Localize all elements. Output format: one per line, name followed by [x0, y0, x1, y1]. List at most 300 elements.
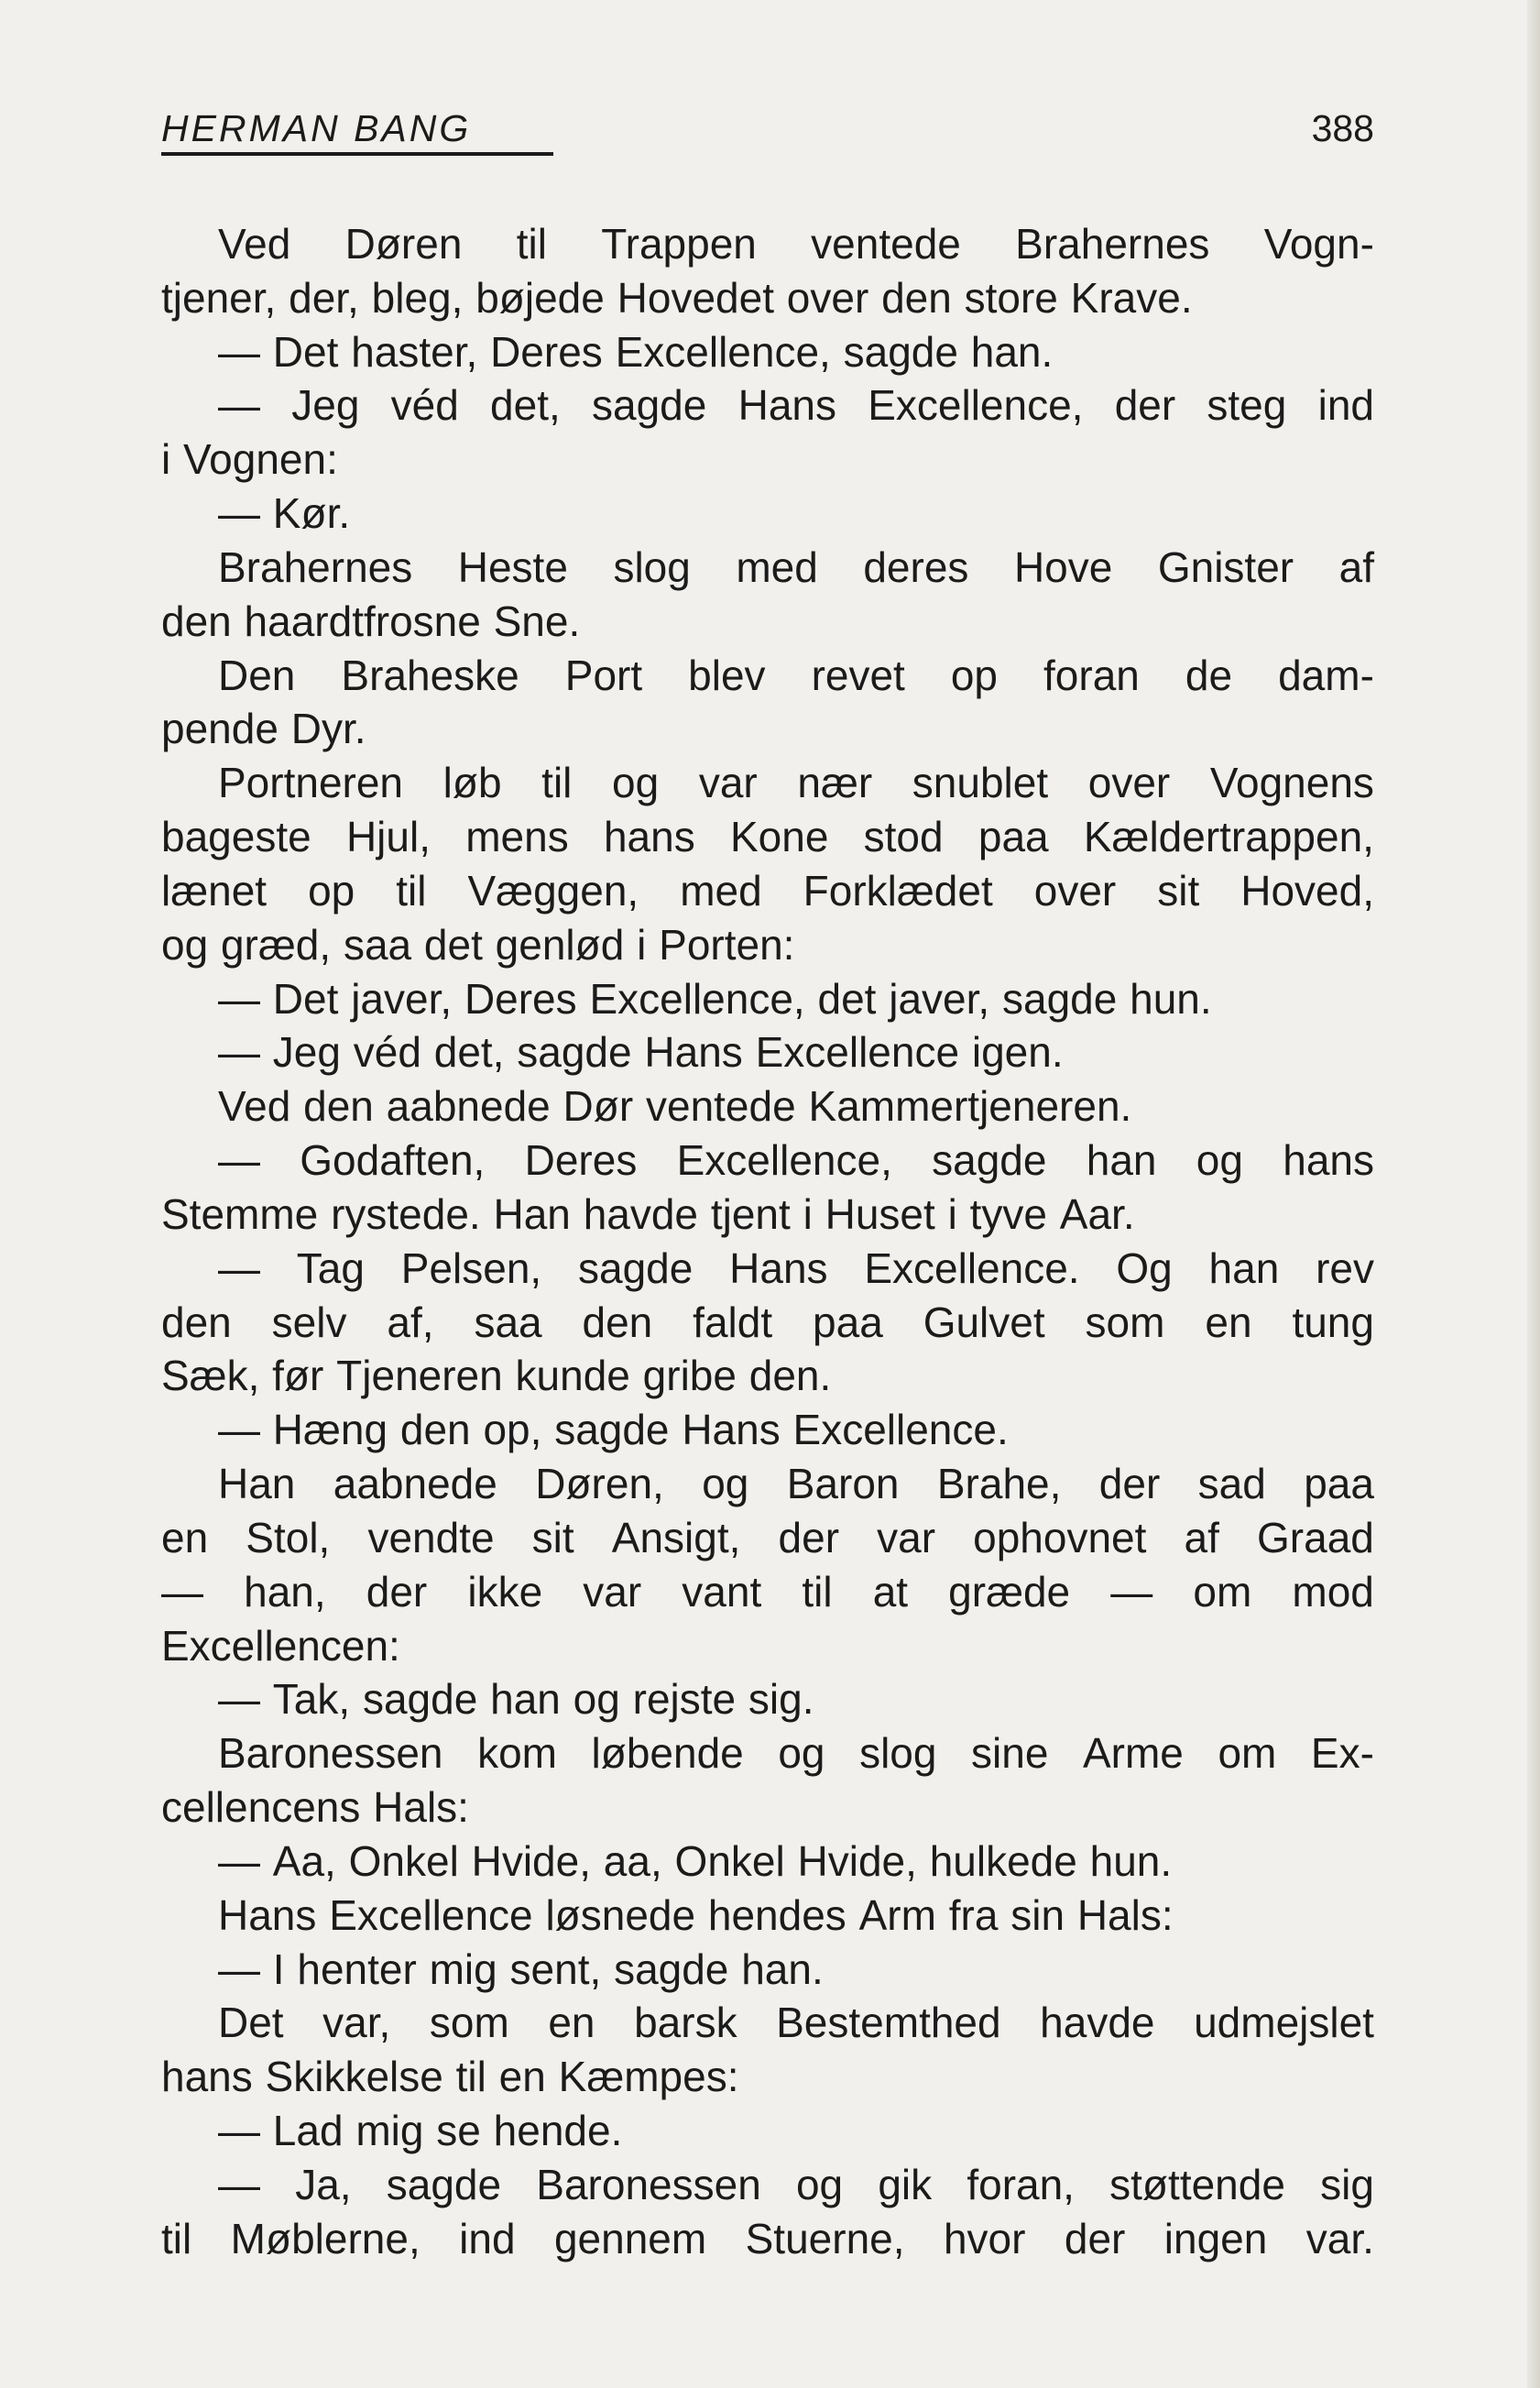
word: udmejslet: [1194, 1999, 1374, 2047]
word: Hans: [682, 1406, 781, 1454]
word: Excellence,: [868, 381, 1084, 430]
word: til: [541, 759, 573, 807]
text-line: [161, 1403, 1374, 1457]
text-line: [161, 325, 1374, 379]
word: han.: [970, 327, 1054, 376]
word: stod: [863, 813, 944, 861]
word: Onkel: [674, 1836, 785, 1885]
word: —: [218, 1836, 260, 1885]
word: Krave.: [1070, 273, 1193, 322]
word: véd: [390, 381, 459, 430]
word: javer,: [889, 974, 990, 1023]
word: kunde: [515, 1352, 630, 1400]
word: til: [802, 1567, 833, 1616]
word: javer,: [351, 974, 453, 1023]
word: Brahe,: [936, 1460, 1062, 1508]
text-line: [161, 1242, 1374, 1296]
word: revet: [811, 651, 905, 699]
body-text: [161, 217, 1374, 2265]
word: og: [573, 1675, 620, 1724]
word: der: [366, 1567, 428, 1616]
word: til: [396, 866, 427, 915]
word: af,: [387, 1298, 434, 1346]
word: og: [702, 1460, 749, 1508]
text-line: [161, 1457, 1374, 1511]
word: steg: [1207, 381, 1287, 430]
word: Graad: [1257, 1513, 1374, 1561]
word: rejste: [632, 1675, 737, 1724]
word: hans: [161, 2053, 253, 2101]
word: en: [161, 1513, 209, 1561]
word: Porten:: [659, 920, 795, 969]
text-line: [161, 378, 1374, 433]
word: tjener,: [161, 273, 277, 322]
word: tyve: [969, 1189, 1047, 1238]
word: hvor: [943, 2214, 1026, 2262]
word: løsnede: [545, 1890, 696, 1939]
word: haardtfrosne: [244, 597, 481, 645]
word: sagde: [386, 2160, 502, 2208]
word: Excellence,: [615, 327, 831, 376]
word: det: [817, 974, 877, 1023]
word: rev: [1316, 1243, 1374, 1292]
text-line: [161, 487, 1374, 541]
word: den: [161, 597, 232, 645]
text-line: [161, 1835, 1374, 1889]
word: Det: [272, 974, 339, 1023]
word: som: [429, 1999, 509, 2047]
word: over: [1087, 759, 1171, 807]
word: sine: [971, 1729, 1049, 1778]
word: den: [399, 1406, 471, 1454]
word: Lad: [272, 2106, 344, 2154]
word: Væggen,: [467, 866, 639, 915]
word: mens: [465, 813, 569, 861]
text-line: [161, 595, 1374, 649]
word: havde: [1040, 1999, 1155, 2047]
word: Tjeneren: [336, 1352, 503, 1400]
header-underline: [161, 152, 553, 156]
word: faldt: [693, 1298, 773, 1346]
word: der: [1098, 1460, 1161, 1508]
word: Hvide,: [797, 1836, 917, 1885]
word: Portneren: [218, 759, 404, 807]
word: Sæk,: [161, 1352, 260, 1400]
word: sent,: [509, 1944, 602, 1993]
word: Excellence: [755, 1028, 960, 1077]
word: hans: [603, 813, 695, 861]
word: Excellence.: [864, 1243, 1080, 1292]
text-line: [161, 2212, 1374, 2266]
word: en: [498, 2053, 546, 2101]
word: der: [1114, 381, 1176, 430]
word: igen.: [971, 1028, 1064, 1077]
word: var,: [322, 1999, 391, 2047]
word: hun.: [1130, 974, 1212, 1023]
word: hans: [1283, 1136, 1374, 1185]
word: var.: [1305, 2214, 1374, 2262]
word: om: [1193, 1567, 1252, 1616]
word: Hoved,: [1240, 866, 1374, 915]
word: det,: [433, 1028, 505, 1077]
text-line: [161, 1672, 1374, 1726]
text-line: [161, 1565, 1374, 1619]
text-line: [161, 433, 1374, 487]
word: Døren,: [535, 1460, 664, 1508]
word: Dyr.: [290, 705, 366, 753]
word: I: [272, 1944, 285, 1993]
word: Og: [1116, 1243, 1173, 1292]
word: Tak,: [272, 1675, 351, 1724]
word: Brahernes: [1015, 220, 1210, 268]
word: paa: [813, 1298, 883, 1346]
word: han: [490, 1675, 561, 1724]
word: Stemme: [161, 1189, 319, 1238]
text-line: [161, 649, 1374, 703]
word: den: [582, 1298, 653, 1346]
word: fra: [948, 1890, 999, 1939]
word: sig.: [748, 1675, 814, 1724]
word: se: [436, 2106, 481, 2154]
text-line: [161, 810, 1374, 864]
word: en: [1205, 1298, 1252, 1346]
word: til: [161, 2214, 192, 2262]
word: gik: [878, 2160, 933, 2208]
word: Ved: [218, 220, 291, 268]
text-line: [161, 1726, 1374, 1780]
text-line: [161, 271, 1374, 325]
word: deres: [863, 542, 969, 591]
word: Døren: [344, 220, 463, 268]
word: —: [218, 327, 260, 376]
word: og: [778, 1729, 825, 1778]
word: hun.: [1089, 1836, 1173, 1885]
word: han: [1086, 1136, 1157, 1185]
word: —: [218, 1675, 260, 1724]
word: ikke: [467, 1567, 543, 1616]
word: tung: [1292, 1298, 1374, 1346]
text-line: [161, 1619, 1374, 1673]
word: foran,: [967, 2160, 1075, 2208]
word: Ved: [218, 1082, 291, 1131]
word: Braheske: [341, 651, 519, 699]
word: den: [881, 273, 952, 322]
word: Excellence,: [676, 1136, 892, 1185]
word: sagde: [554, 1406, 670, 1454]
word: vant: [682, 1567, 762, 1616]
word: Aar.: [1059, 1189, 1135, 1238]
text-line: [161, 918, 1374, 972]
word: var: [698, 759, 758, 807]
word: ingen: [1163, 2214, 1268, 2262]
word: henter: [297, 1944, 417, 1993]
text-line: [161, 2104, 1374, 2158]
word: Han: [218, 1460, 296, 1508]
word: Pelsen,: [400, 1243, 542, 1292]
text-line: [161, 1296, 1374, 1350]
word: støttende: [1109, 2160, 1285, 2208]
word: Sne.: [493, 597, 581, 645]
word: Baron: [786, 1460, 900, 1508]
word: sig: [1320, 2160, 1374, 2208]
word: Deres: [464, 974, 577, 1023]
word: Dør: [562, 1082, 634, 1131]
word: der: [778, 1513, 840, 1561]
word: var: [583, 1567, 642, 1616]
word: i: [161, 435, 171, 484]
word: græd,: [220, 920, 332, 969]
word: Kammertjeneren.: [808, 1082, 1132, 1131]
word: —: [218, 1136, 260, 1185]
word: sit: [531, 1513, 574, 1561]
word: en: [548, 1999, 595, 2047]
text-line: [161, 2050, 1374, 2104]
word: græde: [948, 1567, 1071, 1616]
word: gennem: [553, 2214, 707, 2262]
word: Baronessen: [536, 2160, 761, 2208]
word: til: [516, 220, 547, 268]
word: Hans: [729, 1243, 828, 1292]
word: genlød: [495, 920, 625, 969]
word: —: [218, 2106, 260, 2154]
text-line: [161, 1889, 1374, 1943]
word: tjent: [710, 1189, 791, 1238]
word: ophovnet: [973, 1513, 1147, 1561]
word: Kældertrappen,: [1083, 813, 1374, 861]
word: Excellence,: [589, 974, 805, 1023]
text-line: [161, 1996, 1374, 2050]
word: aabnede: [386, 1082, 551, 1131]
word: Hans: [218, 1890, 317, 1939]
word: op: [308, 866, 355, 915]
word: hulkede: [929, 1836, 1077, 1885]
word: Vognen:: [183, 435, 338, 484]
word: Hove: [1013, 542, 1113, 591]
word: —: [218, 1028, 260, 1077]
word: Den: [218, 651, 296, 699]
word: den: [161, 1298, 232, 1346]
word: Hæng: [272, 1406, 388, 1454]
text-line: [161, 864, 1374, 918]
word: Hvide,: [471, 1836, 591, 1885]
word: med: [736, 542, 818, 591]
word: sagde: [578, 1243, 694, 1292]
word: over: [1033, 866, 1117, 915]
word: den: [303, 1082, 374, 1131]
word: sin: [1010, 1890, 1065, 1939]
word: det,: [490, 381, 561, 430]
word: som: [1085, 1298, 1165, 1346]
word: og: [612, 759, 660, 807]
word: Brahernes: [218, 542, 413, 591]
word: Excellence: [329, 1890, 533, 1939]
word: sagde: [932, 1136, 1047, 1185]
word: Port: [564, 651, 643, 699]
word: nær: [797, 759, 873, 807]
word: Ex-: [1310, 1729, 1374, 1778]
word: —: [218, 1944, 260, 1993]
word: mod: [1292, 1567, 1374, 1616]
word: lænet: [161, 866, 268, 915]
word: Skikkelse: [265, 2053, 443, 2101]
word: mig: [429, 1944, 497, 1993]
word: Forklædet: [803, 866, 993, 915]
word: Ja,: [295, 2160, 352, 2208]
word: Det: [218, 1999, 284, 2047]
text-line: [161, 1780, 1374, 1835]
word: Gnister: [1157, 542, 1294, 591]
text-line: [161, 1134, 1374, 1188]
word: barsk: [634, 1999, 737, 2047]
word: Trappen: [601, 220, 757, 268]
word: paa: [978, 813, 1049, 861]
word: —: [218, 381, 260, 430]
word: han: [1208, 1243, 1280, 1292]
word: ventede: [811, 220, 961, 268]
word: ind: [459, 2214, 516, 2262]
word: slog: [859, 1729, 937, 1778]
word: Arm: [858, 1890, 936, 1939]
text-line: [161, 1079, 1374, 1134]
word: Kør.: [272, 489, 351, 538]
word: bleg,: [371, 273, 464, 322]
word: Excellencen:: [161, 1621, 400, 1670]
word: med: [680, 866, 762, 915]
text-line: [161, 1349, 1374, 1403]
text-line: [161, 702, 1374, 756]
word: der: [1064, 2214, 1126, 2262]
word: Gulvet: [923, 1298, 1045, 1346]
text-line: [161, 217, 1374, 271]
word: sagde: [517, 1028, 632, 1077]
word: Godaften,: [300, 1136, 486, 1185]
word: dam-: [1278, 651, 1374, 699]
word: op,: [483, 1406, 542, 1454]
word: Jeg: [272, 1028, 341, 1077]
word: —: [218, 1243, 260, 1292]
word: Hovedet: [617, 273, 774, 322]
word: Hans: [644, 1028, 743, 1077]
word: og: [795, 2160, 844, 2208]
word: det: [423, 920, 483, 969]
word: Hans: [737, 381, 836, 430]
word: sagde: [592, 381, 707, 430]
word: Kæmpes:: [558, 2053, 739, 2101]
word: op: [950, 651, 999, 699]
text-line: [161, 1025, 1374, 1079]
text-line: [161, 1188, 1374, 1242]
word: —: [218, 2160, 260, 2208]
word: snublet: [912, 759, 1049, 807]
word: før: [272, 1352, 324, 1400]
word: rystede.: [331, 1189, 481, 1238]
word: mig: [355, 2106, 424, 2154]
word: han.: [741, 1944, 824, 1993]
word: store: [964, 273, 1058, 322]
word: den.: [748, 1352, 832, 1400]
word: —: [218, 1406, 260, 1454]
word: Huset: [825, 1189, 935, 1238]
text-line: [161, 2158, 1374, 2212]
word: —: [161, 1567, 203, 1616]
word: Excellence.: [792, 1406, 1009, 1454]
word: aa,: [603, 1836, 662, 1885]
word: bageste: [161, 813, 311, 861]
word: Jeg: [291, 381, 360, 430]
word: —: [218, 974, 260, 1023]
word: sit: [1157, 866, 1200, 915]
word: om: [1218, 1729, 1277, 1778]
word: ind: [1317, 381, 1374, 430]
word: sagde: [843, 327, 958, 376]
word: Det: [272, 327, 339, 376]
word: Aa,: [272, 1836, 336, 1885]
author-name: HERMAN BANG: [161, 107, 472, 149]
word: hendes: [707, 1890, 846, 1939]
word: Vogn-: [1263, 220, 1374, 268]
word: Møblerne,: [230, 2214, 420, 2262]
word: Hals:: [1076, 1890, 1174, 1939]
word: løb: [442, 759, 502, 807]
word: Heste: [457, 542, 568, 591]
word: at: [872, 1567, 909, 1616]
page-edge-shadow: [1527, 0, 1540, 2388]
word: Deres: [490, 327, 603, 376]
word: til: [455, 2053, 486, 2101]
word: var: [877, 1513, 936, 1561]
word: Stuerne,: [745, 2214, 905, 2262]
word: Hals:: [373, 1783, 469, 1832]
word: Stol,: [246, 1513, 331, 1561]
word: —: [1110, 1567, 1153, 1616]
word: kom: [477, 1729, 557, 1778]
word: saa: [343, 920, 412, 969]
word: Deres: [524, 1136, 638, 1185]
word: slog: [613, 542, 691, 591]
word: —: [218, 489, 260, 538]
word: selv: [271, 1298, 347, 1346]
word: de: [1185, 651, 1233, 699]
word: i: [637, 920, 647, 969]
word: af: [1338, 542, 1374, 591]
word: og: [161, 920, 209, 969]
page-number: 388: [1311, 107, 1374, 149]
word: i: [803, 1189, 813, 1238]
word: paa: [1304, 1460, 1374, 1508]
word: Ansigt,: [611, 1513, 741, 1561]
word: Kone: [729, 813, 829, 861]
word: sagde: [1001, 974, 1118, 1023]
word: løbende: [591, 1729, 744, 1778]
word: vendte: [367, 1513, 495, 1561]
text-line: [161, 756, 1374, 810]
word: Vognens: [1209, 759, 1374, 807]
word: han,: [244, 1567, 326, 1616]
text-line: [161, 1511, 1374, 1565]
running-head: [161, 106, 1374, 161]
word: Hjul,: [345, 813, 431, 861]
word: Onkel: [348, 1836, 459, 1885]
word: og: [1196, 1136, 1243, 1185]
word: haster,: [351, 327, 478, 376]
word: aabnede: [333, 1460, 497, 1508]
word: over: [786, 273, 869, 322]
word: ventede: [645, 1082, 796, 1131]
word: Baronessen: [218, 1729, 443, 1778]
word: Tag: [296, 1243, 365, 1292]
word: sagde: [362, 1675, 478, 1724]
text-line: [161, 972, 1374, 1026]
